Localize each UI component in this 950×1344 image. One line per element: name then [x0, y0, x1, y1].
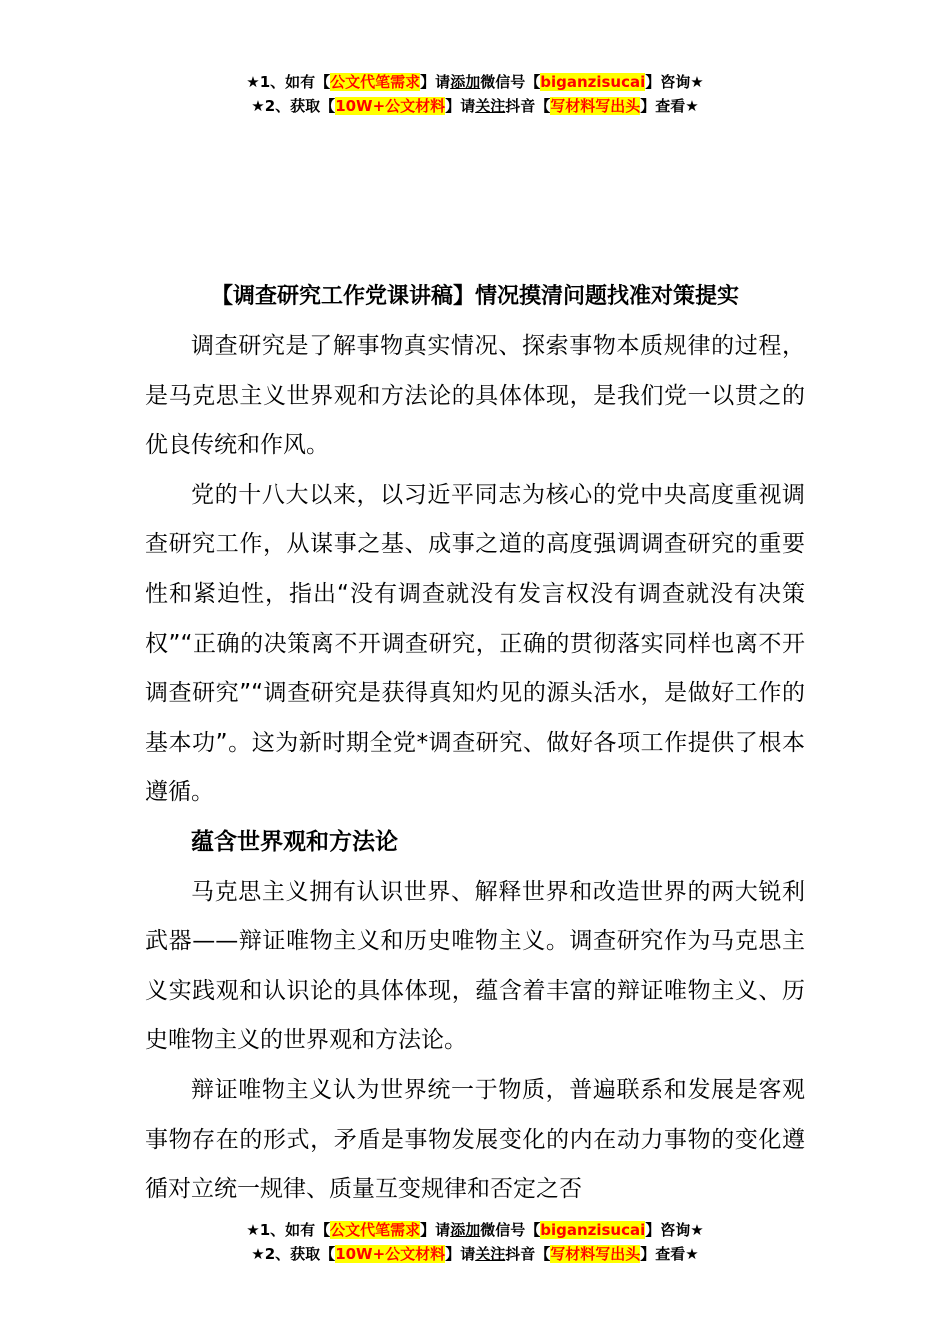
banner-line-1: ★1、如有【公文代笔需求】请添加微信号【biganzisucai】咨询★: [246, 1221, 704, 1239]
materials-highlight: 10W+公文材料: [335, 97, 446, 115]
section-heading: 蕴含世界观和方法论: [191, 828, 398, 855]
paragraph-intro: 调查研究是了解事物真实情况、探索事物本质规律的过程，是马克思主义世界观和方法论的具体体现，是我们党一以贯之的优良传统和作风。: [145, 333, 805, 459]
banner-line-2: ★2、获取【10W+公文材料】请关注抖音【写材料写出头】查看★: [251, 97, 699, 115]
douyin-id-highlight: 写材料写出头: [550, 97, 641, 115]
paragraph-marxism: 马克思主义拥有认识世界、解释世界和改造世界的两大锐利武器——辩证唯物主义和历史唯物主义。调查研究作为马克思主义实践观和认识论的具体体现，蕴含着丰富的辩证唯物主义、历史唯物主义的世界观和方法论。: [145, 878, 805, 1054]
header-banner: [0, 70, 950, 118]
document-body: [145, 322, 805, 1215]
wechat-id-highlight: biganzisucai: [540, 1221, 646, 1239]
douyin-id-highlight: 写材料写出头: [550, 1245, 641, 1263]
ghostwriting-highlight: 公文代笔需求: [330, 73, 421, 91]
document-title: 【调查研究工作党课讲稿】情况摸清问题找准对策提实: [210, 284, 739, 309]
ghostwriting-highlight: 公文代笔需求: [330, 1221, 421, 1239]
paragraph-dialectical-materialism: 辩证唯物主义认为世界统一于物质，普遍联系和发展是客观事物存在的形式，矛盾是事物发展变化的内在动力事物的变化遵循对立统一规律、质量互变规律和否定之否: [145, 1076, 805, 1203]
paragraph-party-congress: 党的十八大以来，以习近平同志为核心的党中央高度重视调查研究工作，从谋事之基、成事之道的高度强调调查研究的重要性和紧迫性，指出“没有调查就没有发言权没有调查就没有决策权”“正确的决策离不开调查研究，正确的贯彻落实同样也离不开调查研究”“调查研究是获得真知灼见的源头活水，是做好工作的基本功”。这为新时期全党*调查研究、做好各项工作提供了根本遵循。: [145, 481, 805, 806]
footer-banner: [0, 1218, 950, 1266]
wechat-id-highlight: biganzisucai: [540, 73, 646, 91]
banner-line-2: ★2、获取【10W+公文材料】请关注抖音【写材料写出头】查看★: [251, 1245, 699, 1263]
banner-line-1: ★1、如有【公文代笔需求】请添加微信号【biganzisucai】咨询★: [246, 73, 704, 91]
materials-highlight: 10W+公文材料: [335, 1245, 446, 1263]
